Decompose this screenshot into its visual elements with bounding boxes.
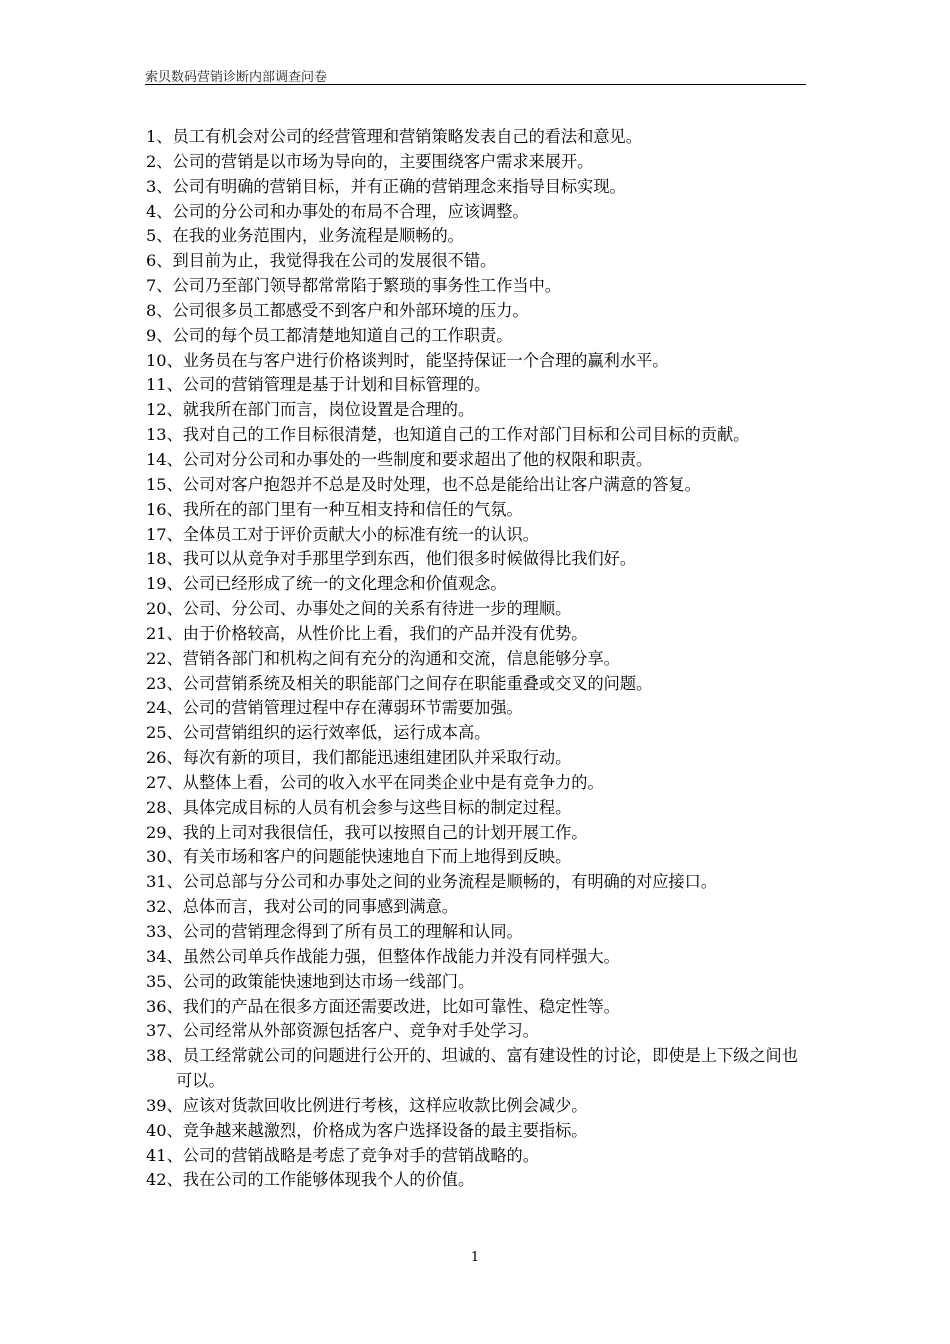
question-number: 16、	[146, 499, 183, 519]
question-text: 公司的营销理念得到了所有员工的理解和认同。	[182, 922, 523, 941]
question-item	[146, 175, 810, 200]
question-number: 31、	[146, 872, 183, 892]
question-number: 39、	[146, 1095, 183, 1115]
question-text: 公司乃至部门领导都常常陷于繁琐的事务性工作当中。	[172, 276, 561, 296]
question-item	[146, 1094, 810, 1119]
question-text: 公司营销系统及相关的职能部门之间存在职能重叠或交叉的问题。	[182, 673, 653, 693]
question-item	[146, 1119, 810, 1144]
question-text: 公司营销组织的运行效率低，运行成本高。	[182, 723, 491, 743]
question-text: 业务员在与客户进行价格谈判时，能坚持保证一个合理的赢利水平。	[182, 350, 669, 370]
question-number: 8、	[146, 300, 173, 320]
question-item	[146, 125, 810, 150]
question-item	[146, 373, 810, 398]
question-number: 10、	[146, 350, 183, 370]
question-number: 6、	[146, 251, 173, 271]
question-number: 32、	[146, 897, 183, 917]
question-item	[146, 1144, 810, 1169]
question-item	[146, 597, 810, 622]
question-item	[146, 696, 810, 721]
question-item	[146, 796, 810, 821]
question-item	[146, 498, 810, 523]
question-number: 5、	[146, 226, 173, 246]
question-text: 公司的政策能快速地到达市场一线部门。	[182, 971, 475, 991]
question-number: 9、	[146, 325, 173, 345]
question-item	[146, 870, 810, 895]
question-item	[146, 299, 810, 324]
question-text: 公司对客户抱怨并不总是及时处理，也不总是能给出让客户满意的答复。	[182, 474, 701, 494]
question-number: 21、	[146, 623, 183, 643]
question-number: 38、	[146, 1046, 183, 1066]
question-item	[146, 771, 810, 796]
question-number: 36、	[146, 996, 183, 1016]
question-text: 虽然公司单兵作战能力强，但整体作战能力并没有同样强大。	[182, 946, 620, 966]
question-item	[146, 324, 810, 349]
question-number: 18、	[146, 549, 183, 569]
question-number: 22、	[146, 648, 183, 668]
question-text: 在我的业务范围内，业务流程是顺畅的。	[172, 226, 464, 246]
question-item	[146, 672, 810, 697]
question-number: 15、	[146, 474, 183, 494]
question-text: 公司的营销管理过程中存在薄弱环节需要加强。	[182, 698, 523, 718]
question-text: 公司的每个员工都清楚地知道自己的工作职责。	[172, 325, 513, 345]
question-text: 公司的分公司和办事处的布局不合理，应该调整。	[172, 201, 529, 221]
question-text: 我在公司的工作能够体现我个人的价值。	[182, 1170, 475, 1190]
question-number: 12、	[146, 400, 183, 420]
question-text: 公司的营销是以市场为导向的，主要围绕客户需求来展开。	[172, 151, 594, 171]
page-number: 1	[470, 1250, 480, 1265]
question-number: 17、	[146, 524, 183, 544]
question-text: 公司总部与分公司和办事处之间的业务流程是顺畅的，有明确的对应接口。	[182, 872, 717, 892]
question-item	[146, 423, 810, 448]
question-text: 营销各部门和机构之间有充分的沟通和交流，信息能够分享。	[182, 648, 620, 668]
question-text: 公司经常从外部资源包括客户、竞争对手处学习。	[182, 1021, 539, 1041]
question-number: 11、	[146, 375, 183, 395]
question-item	[146, 349, 810, 374]
question-number: 35、	[146, 971, 183, 991]
question-item	[146, 523, 810, 548]
question-text: 总体而言，我对公司的同事感到满意。	[182, 897, 458, 917]
question-text: 公司的营销管理是基于计划和目标管理的。	[182, 375, 491, 395]
question-text: 我对自己的工作目标很清楚，也知道自己的工作对部门目标和公司目标的贡献。	[182, 425, 750, 445]
question-number: 3、	[146, 176, 173, 196]
question-number: 33、	[146, 922, 183, 941]
question-item	[146, 920, 810, 945]
question-text: 公司的营销战略是考虑了竞争对手的营销战略的。	[182, 1145, 539, 1165]
question-item	[146, 1019, 810, 1044]
question-text: 员工有机会对公司的经营管理和营销策略发表自己的看法和意见。	[172, 127, 642, 146]
question-text: 就我所在部门而言，岗位设置是合理的。	[182, 400, 475, 420]
question-item	[146, 1044, 810, 1094]
question-text: 由于价格较高，从性价比上看，我们的产品并没有优势。	[182, 623, 588, 643]
question-item	[146, 721, 810, 746]
question-text: 公司已经形成了统一的文化理念和价值观念。	[182, 574, 507, 594]
question-item	[146, 845, 810, 870]
question-item	[146, 274, 810, 299]
question-number: 13、	[146, 425, 183, 445]
question-item	[146, 647, 810, 672]
question-number: 2、	[146, 151, 173, 171]
question-item	[146, 945, 810, 970]
question-item	[146, 746, 810, 771]
question-item	[146, 622, 810, 647]
question-text: 员工经常就公司的问题进行公开的、坦诚的、富有建设性的讨论，即使是上下级之间也可以。	[176, 1046, 798, 1091]
question-text: 每次有新的项目，我们都能迅速组建团队并采取行动。	[182, 748, 572, 768]
question-text: 从整体上看，公司的收入水平在同类企业中是有竞争力的。	[182, 772, 604, 792]
question-item	[146, 895, 810, 920]
question-item	[146, 821, 810, 846]
question-text: 我们的产品在很多方面还需要改进，比如可靠性、稳定性等。	[182, 996, 620, 1016]
question-item	[146, 398, 810, 423]
question-number: 41、	[146, 1145, 183, 1165]
question-number: 24、	[146, 698, 183, 718]
question-text: 竞争越来越激烈，价格成为客户选择设备的最主要指标。	[182, 1120, 588, 1140]
question-text: 到目前为止，我觉得我在公司的发展很不错。	[172, 251, 497, 271]
question-number: 23、	[146, 673, 183, 693]
question-item	[146, 448, 810, 473]
question-number: 42、	[146, 1170, 183, 1190]
question-number: 27、	[146, 772, 183, 792]
question-number: 37、	[146, 1021, 183, 1041]
question-text: 我的上司对我很信任，我可以按照自己的计划开展工作。	[182, 822, 588, 842]
question-item	[146, 473, 810, 498]
question-list	[146, 125, 810, 1193]
question-number: 26、	[146, 748, 183, 768]
question-text: 我可以从竞争对手那里学到东西，他们很多时候做得比我们好。	[182, 549, 637, 569]
question-item	[146, 224, 810, 249]
question-text: 公司很多员工都感受不到客户和外部环境的压力。	[172, 300, 529, 320]
question-item	[146, 970, 810, 995]
question-item	[146, 572, 810, 597]
question-text: 公司对分公司和办事处的一些制度和要求超出了他的权限和职责。	[182, 449, 653, 469]
question-number: 20、	[146, 599, 183, 619]
question-number: 34、	[146, 946, 183, 966]
question-number: 14、	[146, 449, 183, 469]
question-item	[146, 547, 810, 572]
question-number: 30、	[146, 847, 183, 867]
question-item	[146, 995, 810, 1020]
question-item	[146, 1168, 810, 1193]
question-number: 4、	[146, 201, 173, 221]
question-number: 7、	[146, 276, 173, 296]
header-rule	[145, 84, 806, 85]
question-text: 应该对货款回收比例进行考核，这样应收款比例会减少。	[182, 1095, 588, 1115]
question-item	[146, 150, 810, 175]
question-number: 19、	[146, 574, 183, 594]
question-number: 40、	[146, 1120, 183, 1140]
question-text: 全体员工对于评价贡献大小的标准有统一的认识。	[182, 524, 539, 544]
question-number: 1、	[146, 127, 173, 146]
page-header: 索贝数码营销诊断内部调查问卷	[145, 70, 328, 85]
question-item	[146, 200, 810, 225]
question-number: 28、	[146, 797, 183, 817]
question-text: 有关市场和客户的问题能快速地自下而上地得到反映。	[182, 847, 572, 867]
question-number: 29、	[146, 822, 183, 842]
question-number: 25、	[146, 723, 183, 743]
question-text: 公司有明确的营销目标，并有正确的营销理念来指导目标实现。	[172, 176, 626, 196]
question-text: 具体完成目标的人员有机会参与这些目标的制定过程。	[182, 797, 572, 817]
question-text: 我所在的部门里有一种互相支持和信任的气氛。	[182, 499, 523, 519]
question-item	[146, 249, 810, 274]
question-text: 公司、分公司、办事处之间的关系有待进一步的理顺。	[182, 599, 572, 619]
